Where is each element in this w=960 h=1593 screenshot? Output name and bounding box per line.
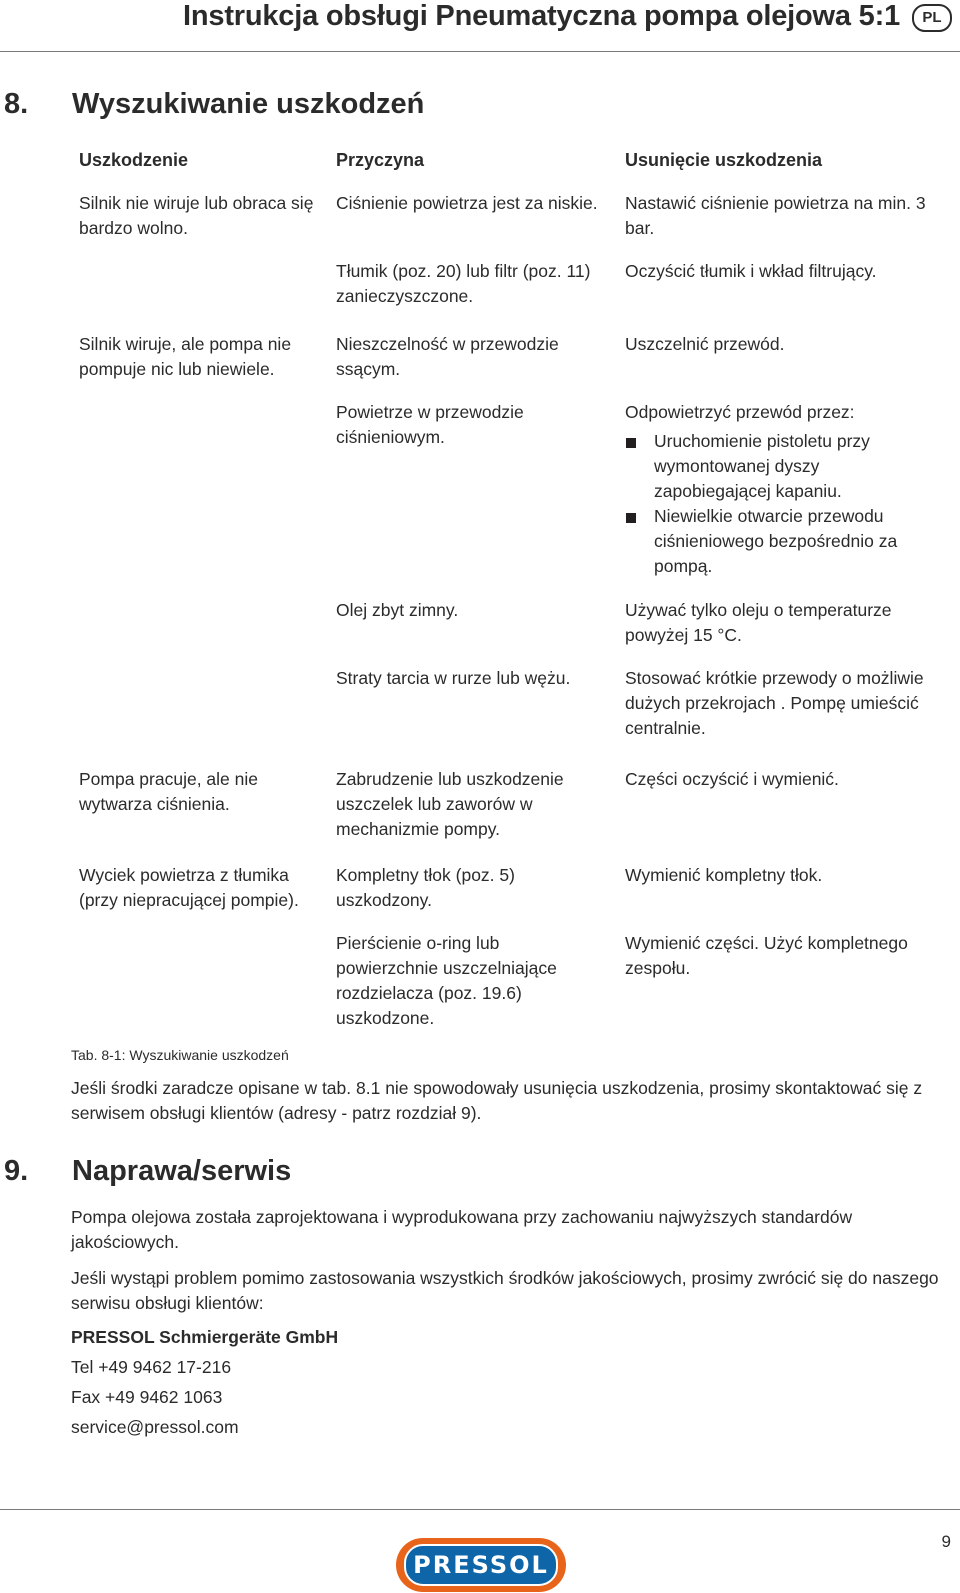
- table-cell-cause: Nieszczelność w przewodzie ssącym.: [336, 334, 559, 379]
- table-cell-cause: Pierścienie o-ring lub powierzchnie uszczelniające rozdzielacza (poz. 19.6) uszkodzone.: [336, 933, 557, 1028]
- table-cell-remedy: Stosować krótkie przewody o możliwie dużych przekrojach . Pompę umieścić centralnie.: [625, 668, 924, 738]
- section-8-note: Jeśli środki zaradcze opisane w tab. 8.1 nie spowodowały usunięcia uszkodzenia, prosimy skontaktować się z serwisem obsługi klientów (adresy - patrz rozdział 9).: [71, 1078, 923, 1123]
- section-8-number: 8.: [4, 88, 29, 120]
- bullet-square-icon: [626, 513, 636, 523]
- table-cell-fault: Silnik wiruje, ale pompa nie pompuje nic lub niewiele.: [79, 334, 292, 379]
- bullet-square-icon: [626, 438, 636, 448]
- logo-badge: [404, 1544, 558, 1586]
- contact-email[interactable]: service@pressol.com: [71, 1417, 239, 1437]
- table-header-remedy: Usunięcie uszkodzenia: [625, 150, 823, 170]
- table-cell-cause: Tłumik (poz. 20) lub filtr (poz. 11) zanieczyszczone.: [336, 261, 591, 306]
- table-cell-cause: Straty tarcia w rurze lub wężu.: [336, 668, 571, 688]
- list-item: [625, 429, 945, 504]
- bullet-text: Niewielkie otwarcie przewodu ciśnieniowego bezpośrednio za pompą.: [654, 506, 898, 576]
- table-cell-cause: Ciśnienie powietrza jest za niskie.: [336, 193, 598, 213]
- table-cell-fault: Wyciek powietrza z tłumika (przy niepracującej pompie).: [79, 865, 299, 910]
- table-caption: Tab. 8-1: Wyszukiwanie uszkodzeń: [71, 1047, 289, 1063]
- section-9-paragraph: Pompa olejowa została zaprojektowana i wyprodukowana przy zachowaniu najwyższych standardów jakościowych.: [71, 1207, 853, 1252]
- table-cell-cause: Zabrudzenie lub uszkodzenie uszczelek lub zaworów w mechanizmie pompy.: [336, 769, 564, 839]
- section-9-paragraph: Jeśli wystąpi problem pomimo zastosowania wszystkich środków jakościowych, prosimy zwrócić się do naszego serwisu obsługi klientów:: [71, 1268, 939, 1313]
- table-cell-cause: Powietrze w przewodzie ciśnieniowym.: [336, 402, 524, 447]
- table-cell-fault: Silnik nie wiruje lub obraca się bardzo wolno.: [79, 193, 314, 238]
- table-header-fault: Uszkodzenie: [79, 150, 189, 170]
- remedy-intro: Odpowietrzyć przewód przez:: [625, 402, 855, 422]
- header-divider: [0, 51, 960, 52]
- page-number: 9: [941, 1532, 951, 1551]
- table-cell-remedy: Oczyścić tłumik i wkład filtrujący.: [625, 261, 877, 281]
- footer-divider: [0, 1509, 960, 1510]
- company-name: PRESSOL Schmiergeräte GmbH: [71, 1327, 339, 1347]
- remedy-bullet-list: [625, 429, 945, 579]
- contact-fax: Fax +49 9462 1063: [71, 1387, 223, 1407]
- page-header: [0, 0, 960, 52]
- table-cell-cause: Olej zbyt zimny.: [336, 600, 459, 620]
- table-cell-cause: Kompletny tłok (poz. 5) uszkodzony.: [336, 865, 515, 910]
- table-cell-remedy: [625, 400, 945, 579]
- table-cell-remedy: Części oczyścić i wymienić.: [625, 769, 839, 789]
- section-9-title: Naprawa/serwis: [72, 1155, 292, 1187]
- table-header-cause: Przyczyna: [336, 150, 425, 170]
- logo-text: PRESSOL: [413, 1551, 549, 1579]
- language-badge: PL: [912, 4, 952, 32]
- table-cell-remedy: Nastawić ciśnienie powietrza na min. 3 bar.: [625, 193, 926, 238]
- table-cell-remedy: Wymienić części. Użyć kompletnego zespołu.: [625, 933, 908, 978]
- section-8-title: Wyszukiwanie uszkodzeń: [72, 88, 425, 120]
- pressol-logo: [396, 1538, 566, 1592]
- section-9-number: 9.: [4, 1155, 29, 1187]
- table-cell-remedy: Wymienić kompletny tłok.: [625, 865, 823, 885]
- list-item: [625, 504, 945, 579]
- bullet-text: Uruchomienie pistoletu przy wymontowanej dyszy zapobiegającej kapaniu.: [654, 431, 870, 501]
- table-cell-fault: Pompa pracuje, ale nie wytwarza ciśnienia.: [79, 769, 258, 814]
- document-title: Instrukcja obsługi Pneumatyczna pompa olejowa 5:1: [183, 0, 900, 32]
- table-cell-remedy: Uszczelnić przewód.: [625, 334, 785, 354]
- table-cell-remedy: Używać tylko oleju o temperaturze powyżej 15 °C.: [625, 600, 892, 645]
- contact-phone: Tel +49 9462 17-216: [71, 1357, 232, 1377]
